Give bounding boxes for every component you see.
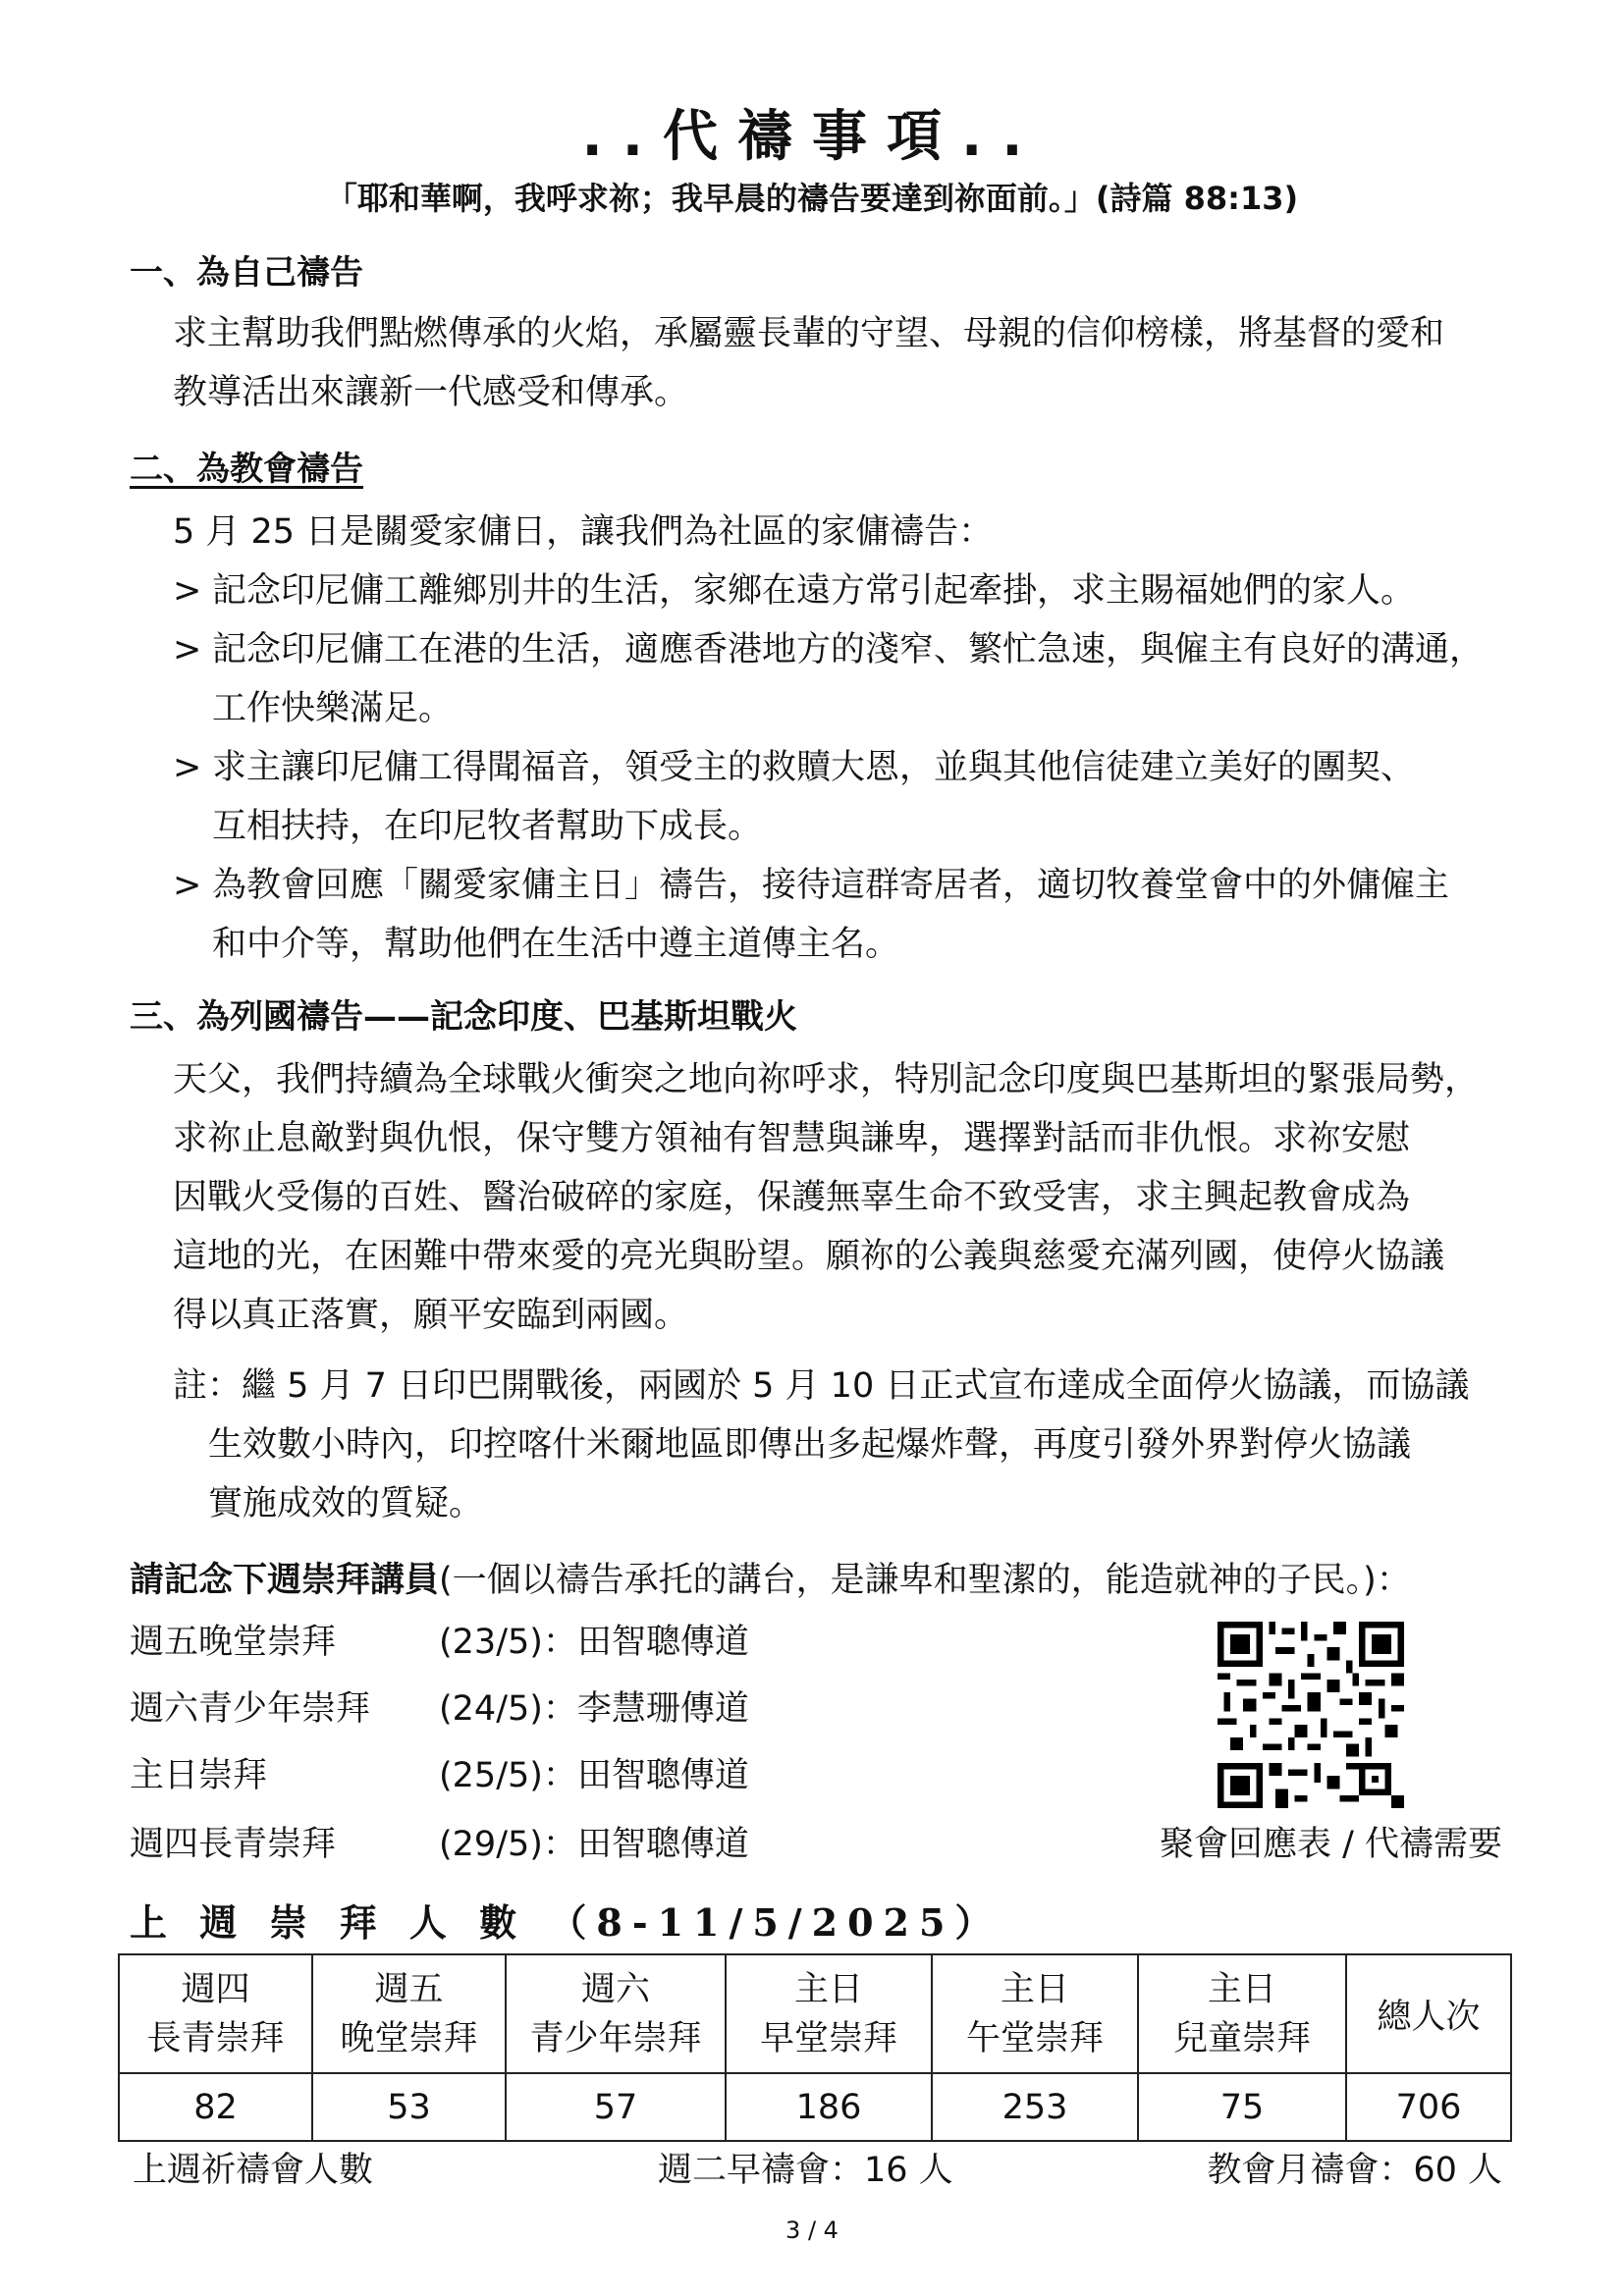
text-line: 得以真正落實，願平安臨到兩國。 bbox=[173, 1296, 689, 1335]
list-item: > 為教會回應「關愛家傭主日」禱告，接待這群寄居者，適切牧養堂會中的外傭僱主 和中介等，幫助他們在生活中遵主道傳主名。 bbox=[173, 856, 1508, 974]
text-line: 因戰火受傷的百姓、醫治破碎的家庭，保護無辜生命不致受害，求主興起教會成為 bbox=[173, 1178, 1411, 1217]
page-title: ..代禱事項.. bbox=[581, 105, 1043, 169]
prayer-meeting-label: 上週祈禱會人數 bbox=[133, 2151, 374, 2190]
text-line: 註：繼 5 月 7 日印巴開戰後，兩國於 5 月 10 日正式宣布達成全面停火協議，而協議 bbox=[173, 1366, 1470, 1406]
section-heading-self: 一、為自己禱告 bbox=[130, 253, 363, 293]
table-cell-total: 706 bbox=[1346, 2073, 1511, 2141]
text-line: 教導活出來讓新一代感受和傳承。 bbox=[173, 373, 689, 412]
section-intro-church: 5 月 25 日是關愛家傭日，讓我們為社區的家傭禱告： bbox=[173, 512, 994, 552]
bullet-gt-icon: > bbox=[173, 571, 202, 611]
text-line: 這地的光，在困難中帶來愛的亮光與盼望。願祢的公義與慈愛充滿列國，使停火協議 bbox=[173, 1237, 1445, 1276]
prayer-meeting-tuesday: 週二早禱會：16 人 bbox=[658, 2151, 953, 2190]
scripture-verse: 「耶和華啊，我呼求祢；我早晨的禱告要達到祢面前。」(詩篇 88:13) bbox=[325, 180, 1299, 217]
text-line: 求主幫助我們點燃傳承的火焰，承屬靈長輩的守望、母親的信仰榜樣，將基督的愛和 bbox=[173, 314, 1445, 353]
bullet-gt-icon: > bbox=[173, 630, 202, 669]
prayer-meeting-monthly: 教會月禱會：60 人 bbox=[1207, 2151, 1502, 2190]
section-heading-nations: 三、為列國禱告——記念印度、巴基斯坦戰火 bbox=[130, 997, 797, 1037]
text-line: 求祢止息敵對與仇恨，保守雙方領袖有智慧與謙卑，選擇對話而非仇恨。求祢安慰 bbox=[173, 1119, 1411, 1158]
table-cell: 186 bbox=[726, 2073, 932, 2141]
table-header-cell: 主日 早堂崇拜 bbox=[726, 1954, 932, 2073]
attendance-title: 上 週 崇 拜 人 數 （8-11/5/2025） bbox=[130, 1900, 1002, 1945]
list-item: > 記念印尼傭工在港的生活，適應香港地方的淺窄、繁忙急速，與僱主有良好的溝通， 工作快樂滿足。 bbox=[173, 620, 1508, 738]
bullet-gt-icon: > bbox=[173, 866, 202, 905]
qr-caption: 聚會回應表 / 代禱需要 bbox=[1159, 1825, 1502, 1864]
section-body-nations bbox=[173, 1050, 1479, 1345]
table-header-cell: 週四 長青崇拜 bbox=[119, 1954, 312, 2073]
section-body-self bbox=[173, 304, 1444, 422]
table-cell: 75 bbox=[1138, 2073, 1346, 2141]
speaker-row: 週六青少年崇拜 (24/5)：李慧珊傳道 bbox=[130, 1689, 749, 1729]
table-header-cell: 週五 晚堂崇拜 bbox=[312, 1954, 506, 2073]
table-cell: 57 bbox=[506, 2073, 726, 2141]
speaker-row: 週五晚堂崇拜 (23/5)：田智聰傳道 bbox=[130, 1623, 749, 1662]
speaker-row: 週四長青崇拜 (29/5)：田智聰傳道 bbox=[130, 1825, 749, 1864]
table-header-cell: 週六 青少年崇拜 bbox=[506, 1954, 726, 2073]
section-note bbox=[173, 1357, 1469, 1533]
table-cell: 82 bbox=[119, 2073, 312, 2141]
table-header-total: 總人次 bbox=[1346, 1954, 1511, 2073]
table-header-cell: 主日 兒童崇拜 bbox=[1138, 1954, 1346, 2073]
section-heading-church: 二、為教會禱告 bbox=[130, 450, 363, 489]
table-header-cell: 主日 午堂崇拜 bbox=[932, 1954, 1138, 2073]
text-line: 天父，我們持續為全球戰火衝突之地向祢呼求，特別記念印度與巴基斯坦的緊張局勢， bbox=[173, 1060, 1480, 1099]
text-line: 生效數小時內，印控喀什米爾地區即傳出多起爆炸聲，再度引發外界對停火協議 bbox=[208, 1425, 1412, 1465]
page-number: 3 / 4 bbox=[785, 2216, 839, 2244]
speakers-heading: 請記念下週崇拜講員(一個以禱告承托的講台，是謙卑和聖潔的，能造就神的子民。)： bbox=[130, 1561, 1411, 1600]
bullet-gt-icon: > bbox=[173, 748, 202, 787]
list-item: > 記念印尼傭工離鄉別井的生活，家鄉在遠方常引起牽掛，求主賜福她們的家人。 bbox=[173, 561, 1508, 620]
qr-code-icon[interactable] bbox=[1218, 1622, 1404, 1808]
list-item: > 求主讓印尼傭工得聞福音，領受主的救贖大恩，並與其他信徒建立美好的團契、 互相扶持，在印尼牧者幫助下成長。 bbox=[173, 738, 1508, 856]
speaker-row: 主日崇拜 (25/5)：田智聰傳道 bbox=[130, 1756, 749, 1795]
attendance-table bbox=[118, 1953, 1512, 2142]
table-cell: 253 bbox=[932, 2073, 1138, 2141]
text-line: 實施成效的質疑。 bbox=[208, 1484, 484, 1523]
table-cell: 53 bbox=[312, 2073, 506, 2141]
